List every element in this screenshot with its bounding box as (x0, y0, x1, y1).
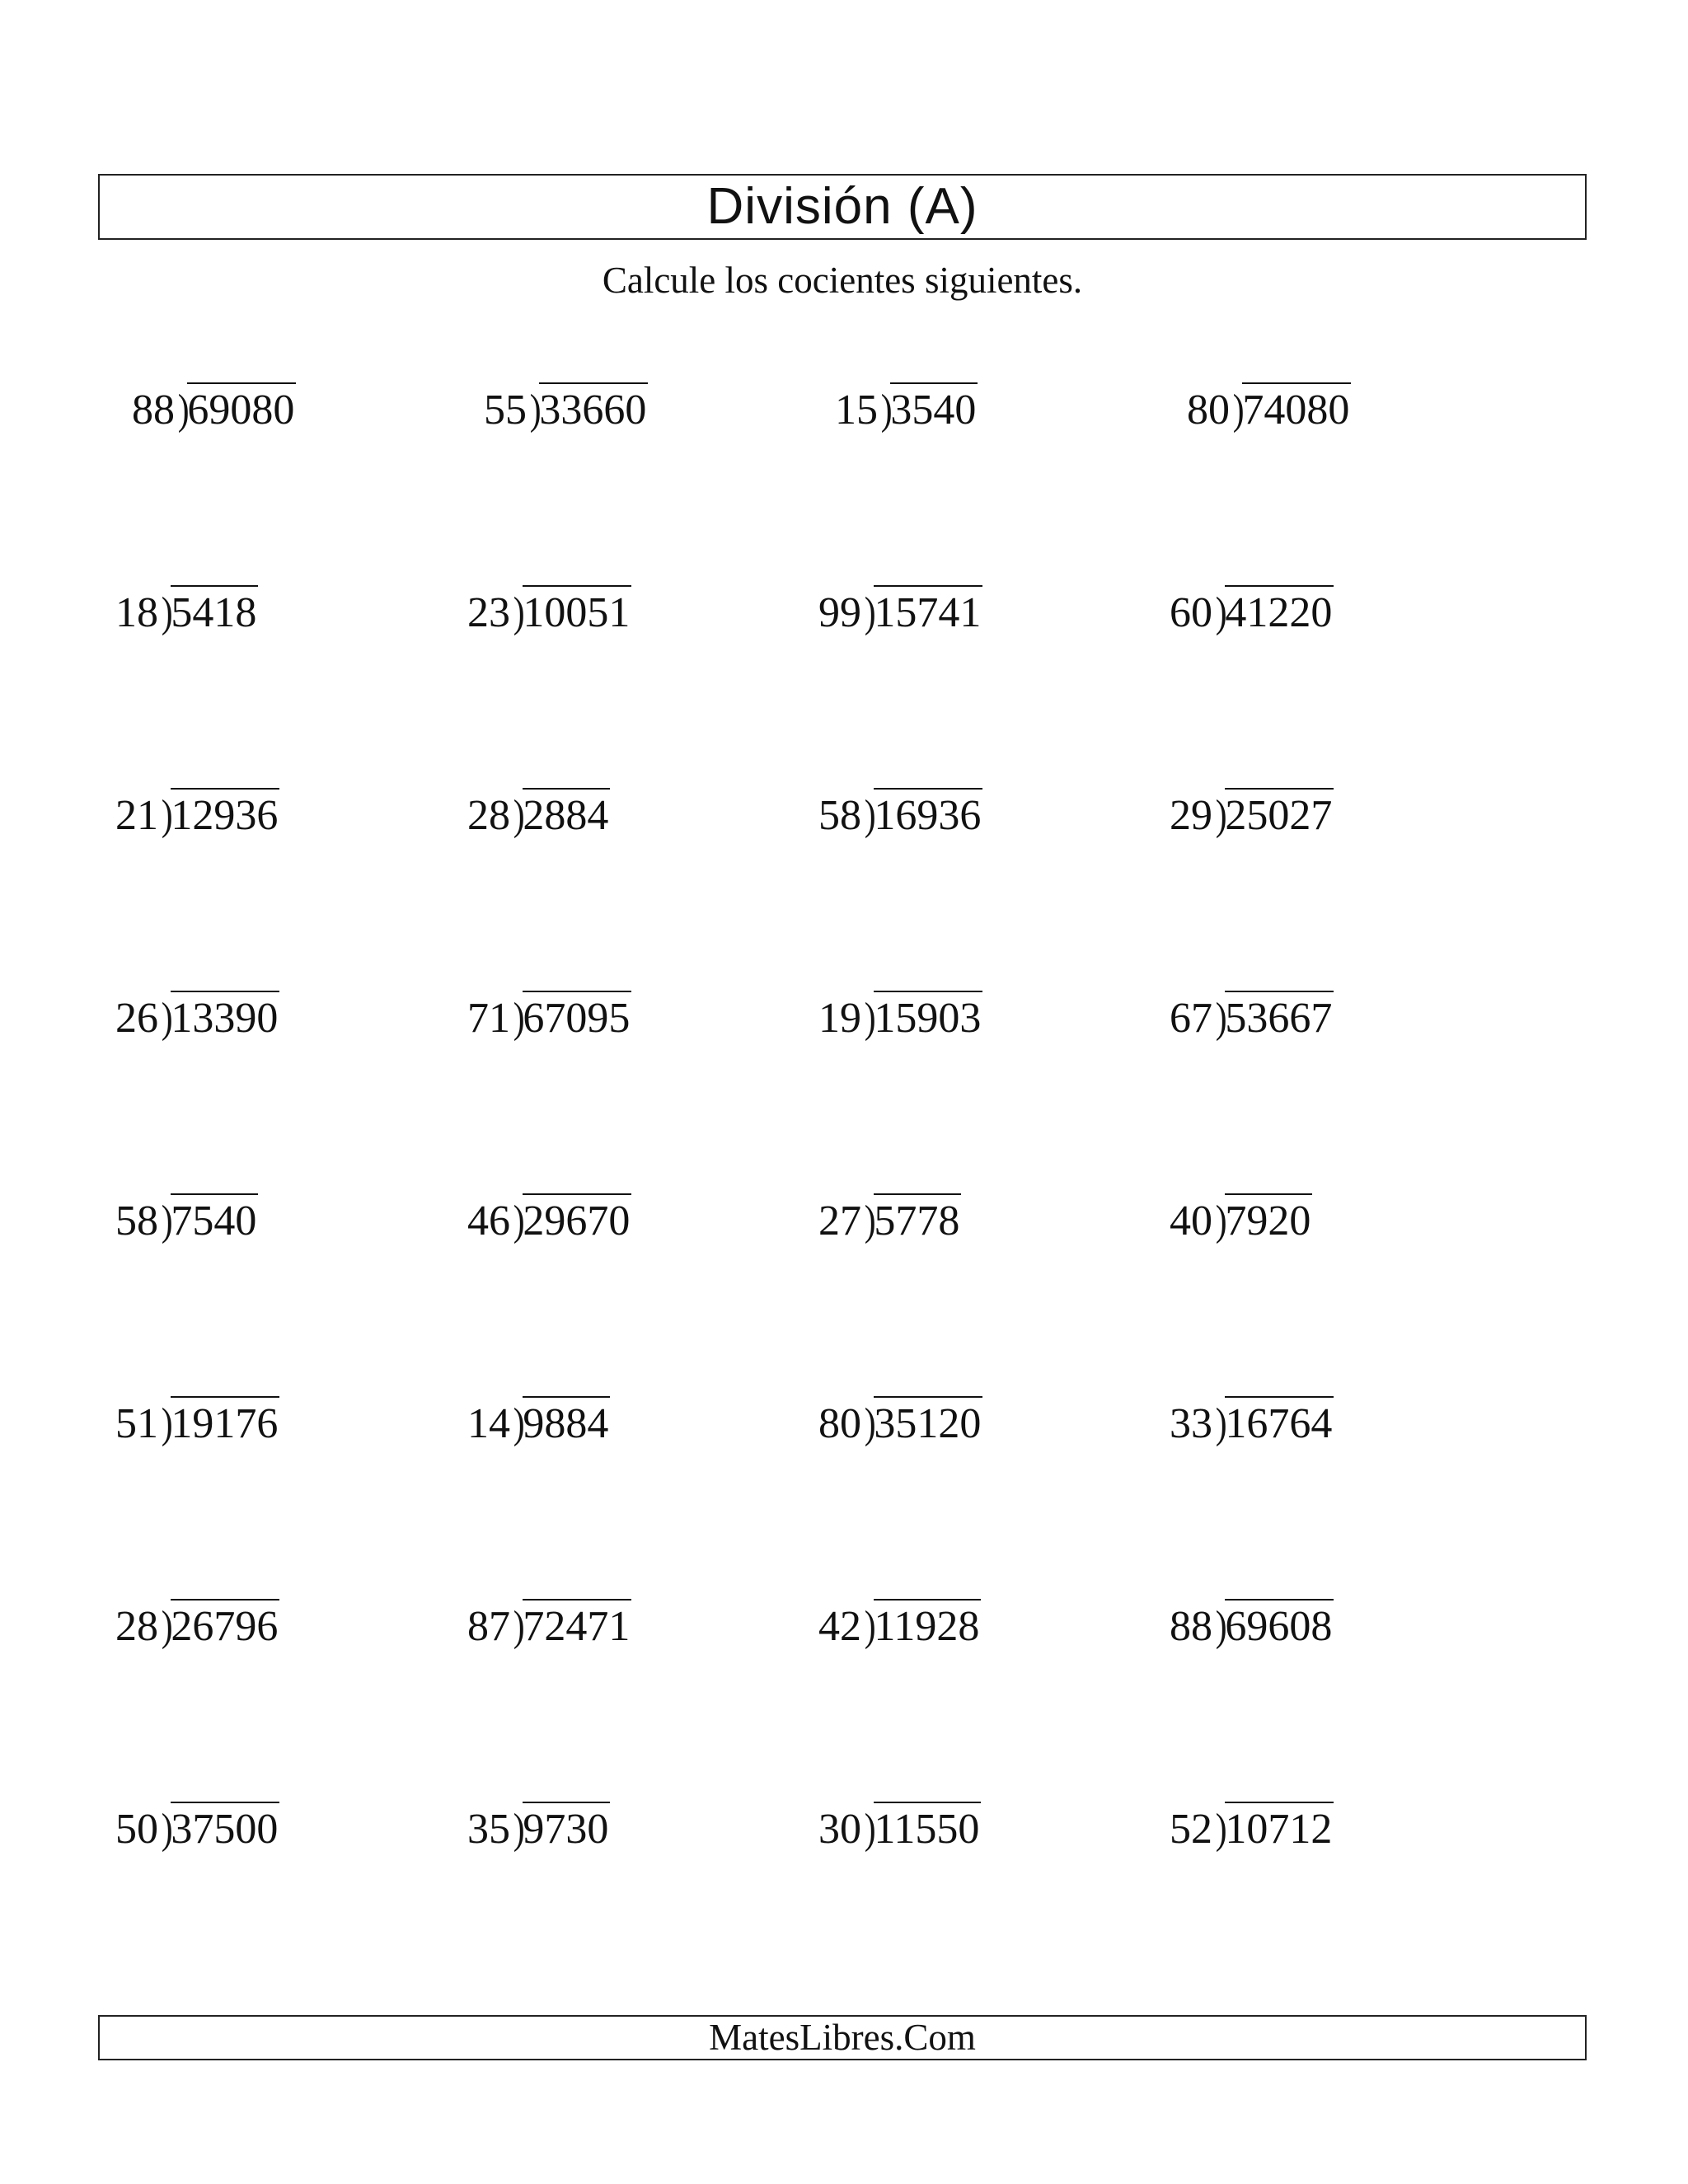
dividend: 69608 (1225, 1599, 1334, 1648)
division-bracket-icon: ) (161, 1603, 173, 1650)
division-problem (115, 1197, 258, 1244)
division-problem (818, 1197, 961, 1244)
dividend: 19176 (171, 1396, 279, 1446)
division-problem (115, 1605, 279, 1648)
division-bracket-icon: ) (177, 387, 190, 434)
divisor: 46 (467, 1197, 510, 1244)
page-title: División (A) (706, 178, 978, 235)
divisor: 19 (818, 995, 861, 1042)
division-bracket-icon: ) (161, 589, 173, 636)
dividend: 29670 (523, 1193, 631, 1243)
division-bracket-icon: ) (529, 387, 542, 434)
division-problem (835, 389, 978, 432)
divisor: 71 (467, 995, 510, 1042)
dividend: 15741 (874, 585, 982, 635)
dividend: 37500 (171, 1802, 279, 1851)
divisor: 33 (1170, 1400, 1212, 1447)
divisor: 88 (1170, 1603, 1212, 1650)
division-bracket-icon: ) (1215, 1197, 1227, 1244)
dividend: 16936 (874, 788, 982, 837)
division-problem (484, 389, 648, 432)
division-bracket-icon: ) (513, 995, 525, 1042)
divisor: 27 (818, 1197, 861, 1244)
divisor: 51 (115, 1400, 158, 1447)
division-problem (1170, 1197, 1312, 1244)
division-problem (467, 1605, 631, 1648)
divisor: 29 (1170, 792, 1212, 839)
division-bracket-icon: ) (1215, 1400, 1227, 1447)
dividend: 53667 (1225, 991, 1334, 1040)
division-bracket-icon: ) (880, 387, 893, 434)
division-bracket-icon: ) (161, 792, 173, 839)
division-problem (115, 794, 279, 837)
division-bracket-icon: ) (161, 1400, 173, 1447)
divisor: 15 (835, 387, 878, 434)
division-bracket-icon: ) (864, 1806, 876, 1853)
divisor: 88 (132, 387, 175, 434)
division-bracket-icon: ) (513, 1197, 525, 1244)
divisor: 28 (115, 1603, 158, 1650)
division-problem (818, 1605, 981, 1648)
division-bracket-icon: ) (161, 1806, 173, 1853)
divisor: 28 (467, 792, 510, 839)
divisor: 40 (1170, 1197, 1212, 1244)
division-problem (818, 1400, 982, 1447)
dividend: 11550 (874, 1802, 981, 1851)
dividend: 7920 (1225, 1193, 1312, 1243)
divisor: 99 (818, 589, 861, 636)
division-bracket-icon: ) (1215, 1603, 1227, 1650)
division-bracket-icon: ) (513, 1603, 525, 1650)
dividend: 69080 (187, 382, 296, 432)
dividend: 5418 (171, 585, 258, 635)
dividend: 67095 (523, 991, 631, 1040)
footer-text: MatesLibres.Com (709, 2017, 976, 2058)
divisor: 23 (467, 589, 510, 636)
title-box (98, 174, 1587, 240)
division-problem (1170, 997, 1334, 1040)
division-problem (115, 997, 279, 1040)
division-bracket-icon: ) (161, 995, 173, 1042)
dividend: 25027 (1225, 788, 1334, 837)
division-problem (1170, 589, 1334, 636)
divisor: 60 (1170, 589, 1212, 636)
dividend: 26796 (171, 1599, 279, 1648)
divisor: 42 (818, 1603, 861, 1650)
divisor: 35 (467, 1806, 510, 1853)
division-problem (1170, 794, 1334, 837)
division-bracket-icon: ) (864, 1197, 876, 1244)
division-bracket-icon: ) (513, 1806, 525, 1853)
dividend: 10712 (1225, 1802, 1334, 1851)
divisor: 67 (1170, 995, 1212, 1042)
dividend: 12936 (171, 788, 279, 837)
division-problem (818, 1808, 981, 1851)
division-problem (115, 1808, 279, 1851)
division-problem (467, 794, 610, 837)
dividend: 3540 (890, 382, 978, 432)
dividend: 7540 (171, 1193, 258, 1243)
divisor: 80 (1187, 387, 1230, 434)
divisor: 18 (115, 589, 158, 636)
dividend: 15903 (874, 991, 982, 1040)
division-bracket-icon: ) (161, 1197, 173, 1244)
dividend: 2884 (523, 788, 610, 837)
dividend: 41220 (1225, 585, 1334, 635)
divisor: 87 (467, 1603, 510, 1650)
division-problem (467, 1400, 610, 1447)
division-bracket-icon: ) (864, 995, 876, 1042)
dividend: 9884 (523, 1396, 610, 1446)
division-problem (467, 589, 631, 636)
division-bracket-icon: ) (864, 1400, 876, 1447)
dividend: 11928 (874, 1599, 981, 1648)
division-problem (115, 1400, 279, 1447)
dividend: 72471 (523, 1599, 631, 1648)
division-problem (467, 997, 631, 1040)
division-bracket-icon: ) (1215, 589, 1227, 636)
dividend: 33660 (539, 382, 648, 432)
divisor: 58 (115, 1197, 158, 1244)
division-problem (1170, 1808, 1334, 1851)
division-bracket-icon: ) (1232, 387, 1245, 434)
division-bracket-icon: ) (513, 792, 525, 839)
instructions: Calcule los cocientes siguientes. (602, 260, 1083, 301)
divisor: 30 (818, 1806, 861, 1853)
divisor: 55 (484, 387, 527, 434)
division-problem (1170, 1605, 1334, 1648)
dividend: 74080 (1242, 382, 1351, 432)
division-problem (818, 589, 982, 636)
division-bracket-icon: ) (864, 1603, 876, 1650)
divisor: 58 (818, 792, 861, 839)
division-problem (818, 794, 982, 837)
dividend: 10051 (523, 585, 631, 635)
division-problem (115, 589, 258, 636)
footer-box (98, 2015, 1587, 2060)
division-problem (1187, 389, 1351, 432)
divisor: 14 (467, 1400, 510, 1447)
divisor: 26 (115, 995, 158, 1042)
dividend: 35120 (874, 1396, 982, 1446)
divisor: 21 (115, 792, 158, 839)
division-bracket-icon: ) (864, 792, 876, 839)
dividend: 13390 (171, 991, 279, 1040)
division-problem (1170, 1400, 1334, 1447)
divisor: 50 (115, 1806, 158, 1853)
division-problem (132, 389, 296, 432)
division-bracket-icon: ) (513, 1400, 525, 1447)
dividend: 5778 (874, 1193, 961, 1243)
divisor: 52 (1170, 1806, 1212, 1853)
division-problem (467, 1197, 631, 1244)
division-bracket-icon: ) (1215, 792, 1227, 839)
dividend: 9730 (523, 1802, 610, 1851)
divisor: 80 (818, 1400, 861, 1447)
division-bracket-icon: ) (513, 589, 525, 636)
division-bracket-icon: ) (864, 589, 876, 636)
division-bracket-icon: ) (1215, 1806, 1227, 1853)
division-problem (467, 1808, 610, 1851)
division-bracket-icon: ) (1215, 995, 1227, 1042)
dividend: 16764 (1225, 1396, 1334, 1446)
division-problem (818, 997, 982, 1040)
